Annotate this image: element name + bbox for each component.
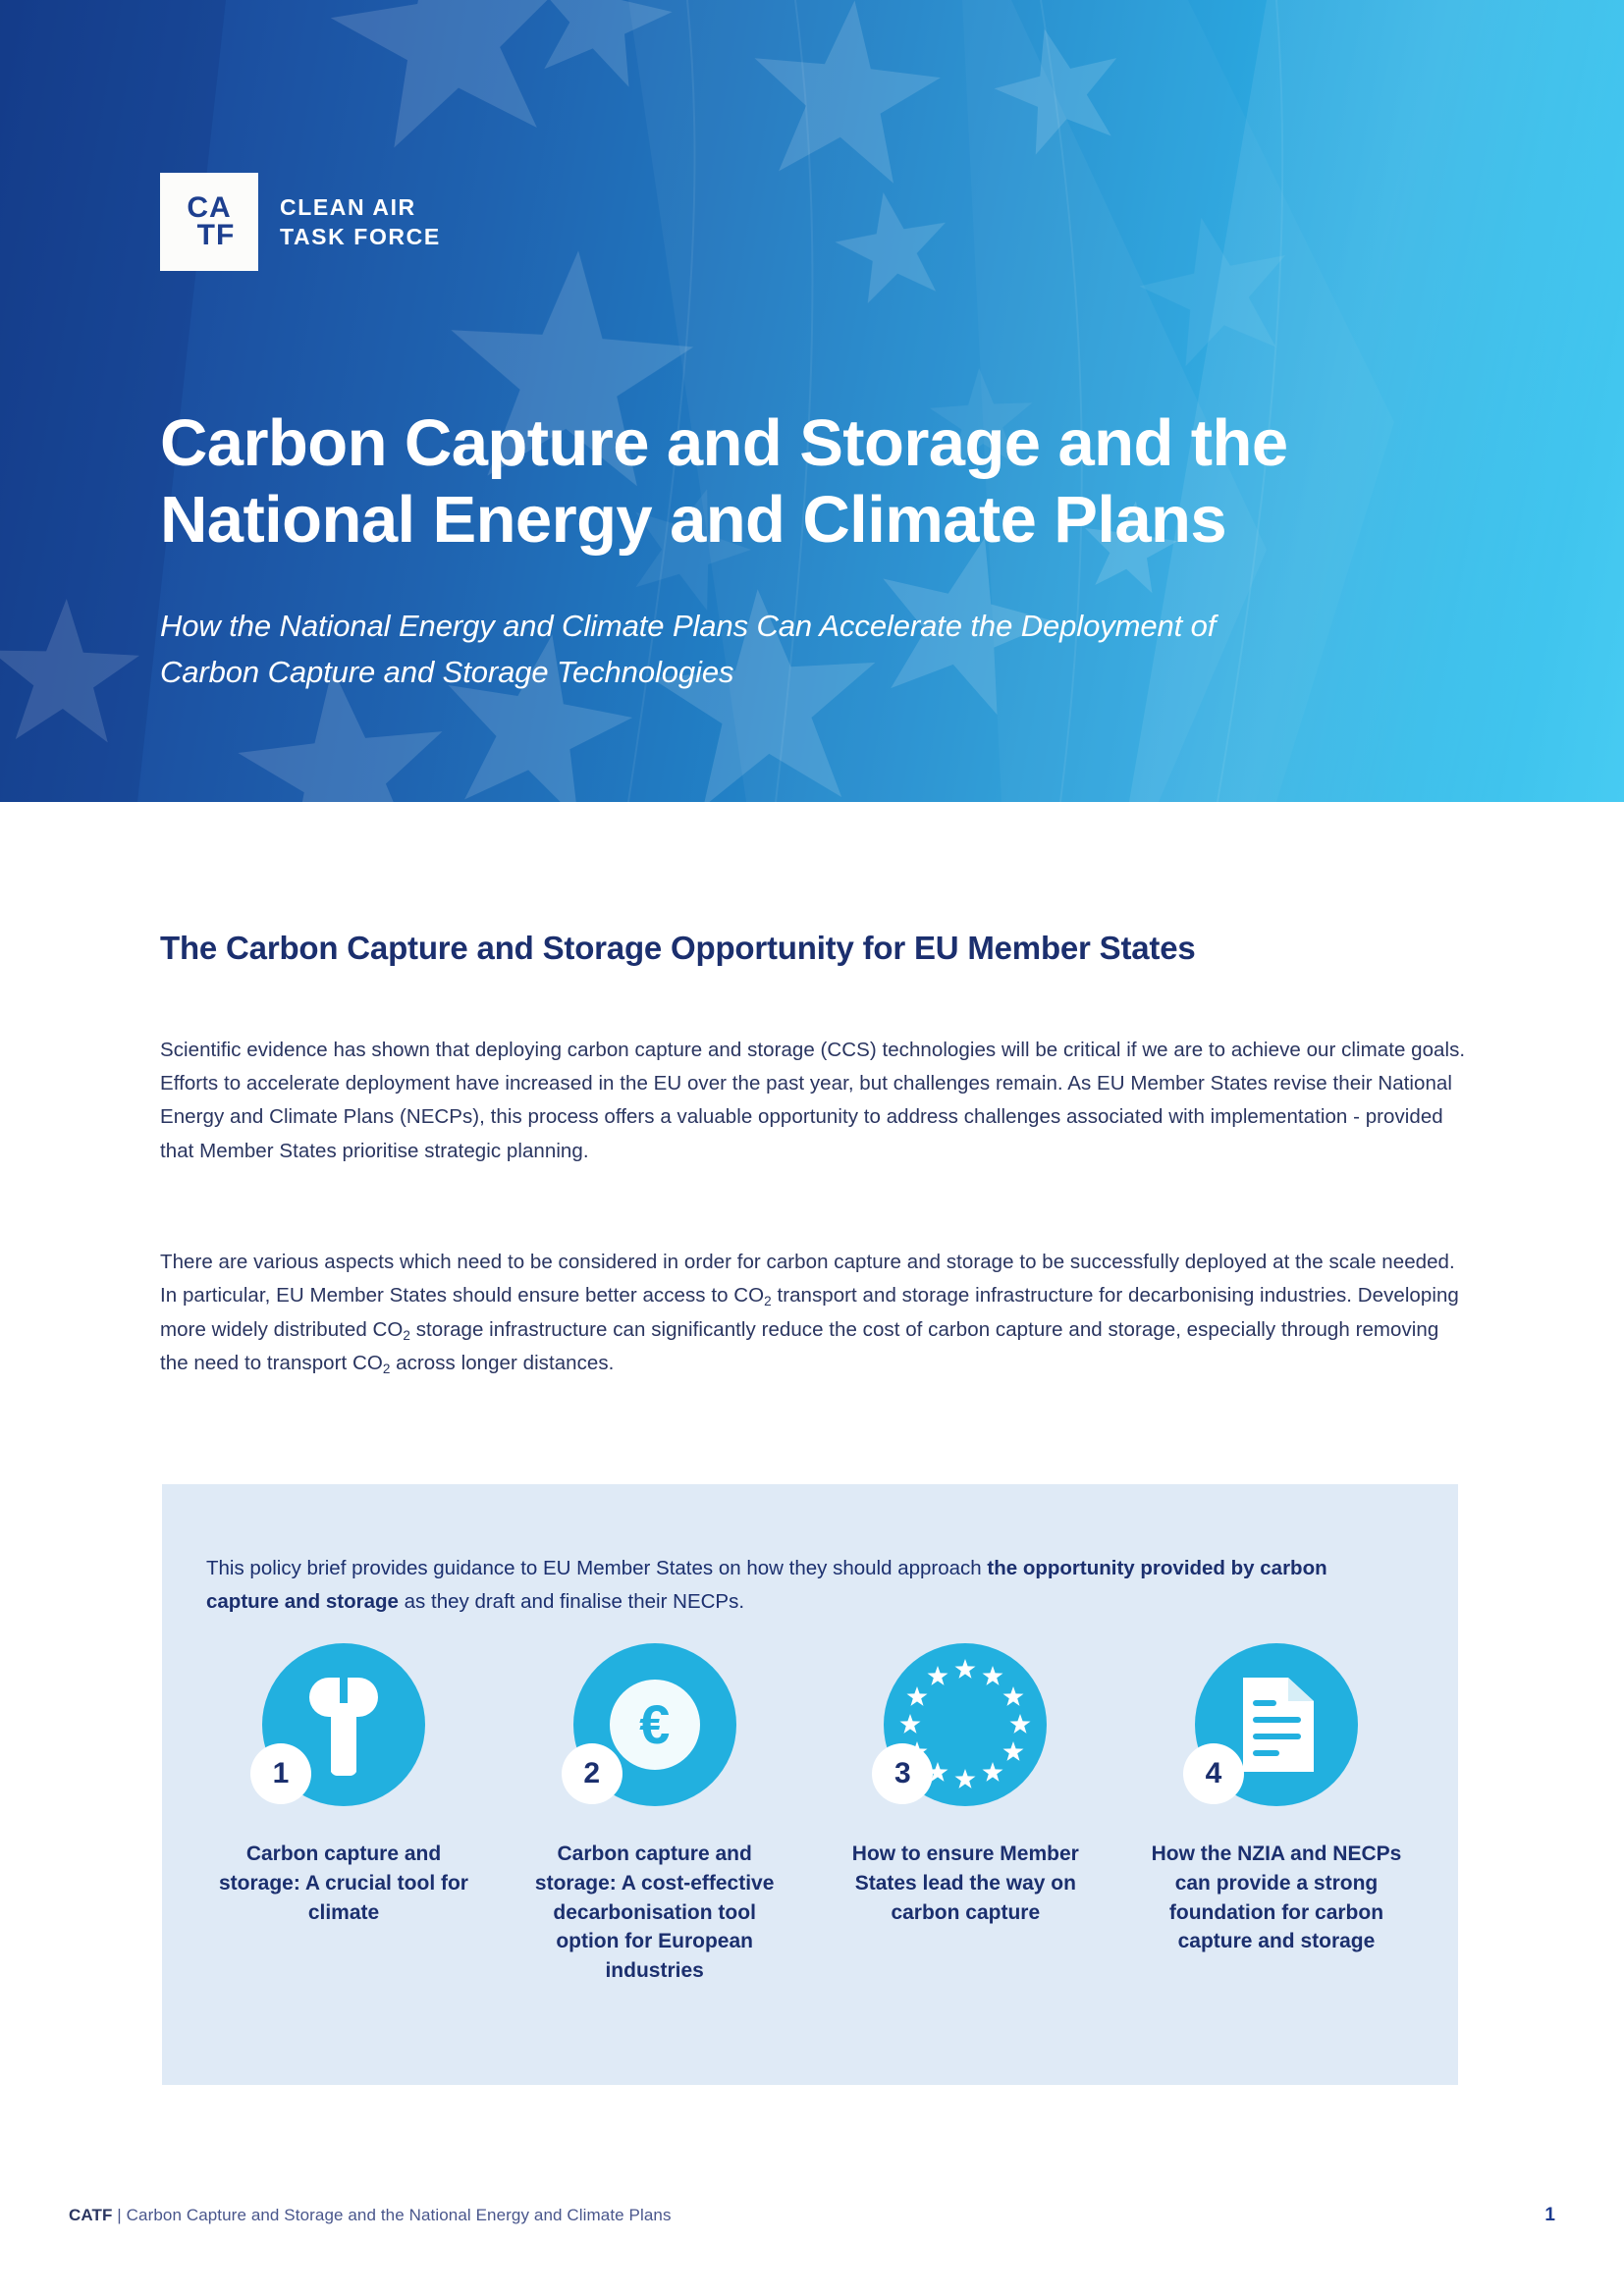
footer-text — [69, 2206, 672, 2225]
card-3-icon-wrap — [884, 1643, 1047, 1806]
card-2-icon-wrap — [573, 1643, 736, 1806]
topic-card-2[interactable] — [513, 1643, 797, 1986]
footer-doc-title: Carbon Capture and Storage and the National Energy and Climate Plans — [126, 2206, 672, 2224]
co2-subscript-3: 2 — [382, 1362, 391, 1377]
co2-subscript-1: 2 — [764, 1293, 772, 1308]
logo-name-line1: CLEAN AIR — [280, 193, 416, 220]
page-title: Carbon Capture and Storage and the National Energy and Climate Plans — [160, 405, 1288, 558]
wrench-icon — [305, 1674, 382, 1776]
catf-logo — [160, 173, 441, 271]
card-4-label: How the NZIA and NECPs can provide a strong foundation for carbon capture and storage — [1151, 1842, 1402, 1953]
card-2-label: Carbon capture and storage: A cost-effective decarbonisation tool option for European industries — [534, 1842, 775, 1983]
page-subtitle: How the National Energy and Climate Plans Can Accelerate the Deployment of Carbon Capture and Storage Technologies — [160, 609, 1217, 690]
topic-card-list — [201, 1643, 1419, 1986]
co2-subscript-2: 2 — [403, 1327, 410, 1343]
card-1-number: 1 — [250, 1743, 311, 1804]
para2-seg3: storage infrastructure can significantly reduce the cost of carbon capture and storage, especially through removing the need to transport CO — [160, 1317, 1439, 1375]
catf-logo-mark — [160, 173, 258, 271]
card-2-number: 2 — [562, 1743, 623, 1804]
logo-name-line2: TASK FORCE — [280, 224, 441, 249]
logo-mark-line1: CA — [187, 191, 232, 224]
callout-bold-phrase: the opportunity provided by carbon capture and storage — [206, 1556, 1327, 1613]
logo-mark-line2: TF — [196, 219, 236, 251]
callout-seg2: as they draft and finalise their NECPs. — [398, 1589, 745, 1613]
callout-intro-text — [206, 1552, 1399, 1620]
intro-paragraph-2 — [160, 1246, 1466, 1382]
topic-card-4[interactable] — [1134, 1643, 1419, 1956]
card-1-label: Carbon capture and storage: A crucial tool for climate — [219, 1842, 468, 1924]
footer-brand: CATF — [69, 2206, 113, 2224]
card-4-icon-wrap — [1195, 1643, 1358, 1806]
euro-icon: € — [610, 1680, 700, 1770]
topic-card-1[interactable] — [201, 1643, 486, 1927]
card-4-number: 4 — [1183, 1743, 1244, 1804]
hero-banner — [0, 0, 1624, 802]
catf-logo-wordmark — [280, 192, 441, 252]
card-1-icon-wrap — [262, 1643, 425, 1806]
callout-seg1: This policy brief provides guidance to EU Member States on how they should approach — [206, 1556, 988, 1579]
card-3-label: How to ensure Member States lead the way on carbon capture — [851, 1842, 1079, 1924]
page-footer — [69, 2205, 1555, 2226]
intro-paragraph-1: Scientific evidence has shown that deploying carbon capture and storage (CCS) technologies will be critical if we are to achieve our climate goals. Efforts to accelerate deployment have increased in the EU over the past year, but challenges remain. As EU Member States revise their National Energy and Climate Plans (NECPs), this process offers a valuable opportunity to address challenges associated with implementation - provided that Member States prioritise strategic planning. — [160, 1038, 1466, 1162]
para2-seg4: across longer distances. — [390, 1352, 615, 1375]
para2-seg2: transport and storage infrastructure for decarbonising industries. Developing more widely distributed CO — [160, 1283, 1459, 1341]
policy-brief-callout — [162, 1484, 1458, 2085]
para2-seg1: There are various aspects which need to be considered in order for carbon capture and storage to be successfully deployed at the scale needed. In particular, EU Member States should ensure better access to CO — [160, 1250, 1455, 1307]
card-3-number: 3 — [872, 1743, 933, 1804]
footer-separator: | — [112, 2206, 127, 2224]
page-number: 1 — [1544, 2205, 1555, 2225]
document-icon — [1237, 1676, 1316, 1774]
topic-card-3[interactable] — [823, 1643, 1108, 1927]
section-heading: The Carbon Capture and Storage Opportunity for EU Member States — [160, 930, 1196, 967]
